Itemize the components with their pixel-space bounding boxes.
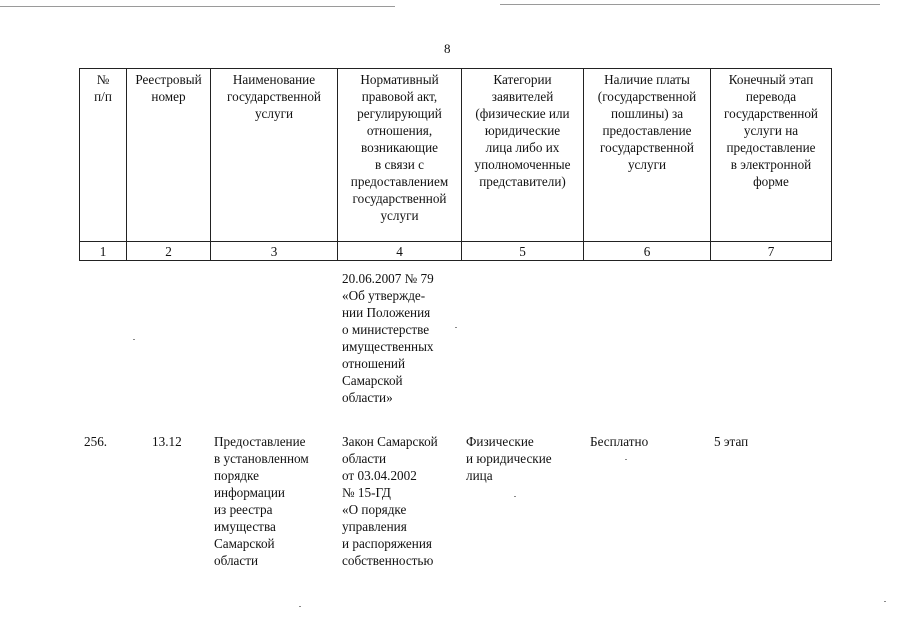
column-number: 4: [338, 242, 462, 261]
column-number: 5: [462, 242, 584, 261]
column-number: 7: [711, 242, 832, 261]
scan-speck: [884, 601, 886, 602]
scan-speck: [514, 496, 516, 497]
scan-edge-line-left: [0, 6, 395, 7]
scan-speck: [625, 459, 627, 460]
header-registry-number: Реестровый номер: [127, 69, 211, 242]
scan-speck: [299, 606, 301, 607]
column-number: 1: [80, 242, 127, 261]
column-number: 6: [584, 242, 711, 261]
row-registry-number: 13.12: [152, 434, 182, 449]
header-row: [80, 69, 832, 242]
row-electronic-stage: 5 этап: [714, 434, 749, 449]
header-fee: Наличие платы (государственной пошлины) за предоставление государственной услуги: [584, 69, 711, 242]
header-applicant-categories: Категории заявителей (физические или юридические лица либо их уполномоченные представители): [462, 69, 584, 242]
column-number: 3: [211, 242, 338, 261]
row-service-name: Предоставление в установленном порядке информации из реестра имущества Самарской области: [214, 434, 309, 568]
header-number: № п/п: [80, 69, 127, 242]
scan-edge-line-right: [500, 4, 880, 5]
page-number: 8: [444, 41, 451, 56]
continued-legal-act-text: 20.06.2007 № 79 «Об утвержде- нии Положения о министерстве имущественных отношений Самарской области»: [342, 271, 434, 405]
header-legal-act: Нормативный правовой акт, регулирующий отношения, возникающие в связи с предоставлением государственной услуги: [338, 69, 462, 242]
row-number: 256.: [84, 434, 108, 449]
header-electronic-stage: Конечный этап перевода государственной услуги на предоставление в электронной форме: [711, 69, 832, 242]
scan-speck: [455, 327, 457, 328]
column-number-row: [80, 242, 832, 261]
row-legal-act: Закон Самарской области от 03.04.2002 № 15-ГД «О порядке управления и распоряжения собственностью: [342, 434, 438, 568]
scan-speck: [133, 339, 135, 340]
header-service-name: Наименование государственной услуги: [211, 69, 338, 242]
services-table-header: [79, 68, 832, 261]
row-applicant-categories: Физические и юридические лица: [466, 434, 552, 483]
column-number: 2: [127, 242, 211, 261]
row-fee: Бесплатно: [590, 434, 649, 449]
